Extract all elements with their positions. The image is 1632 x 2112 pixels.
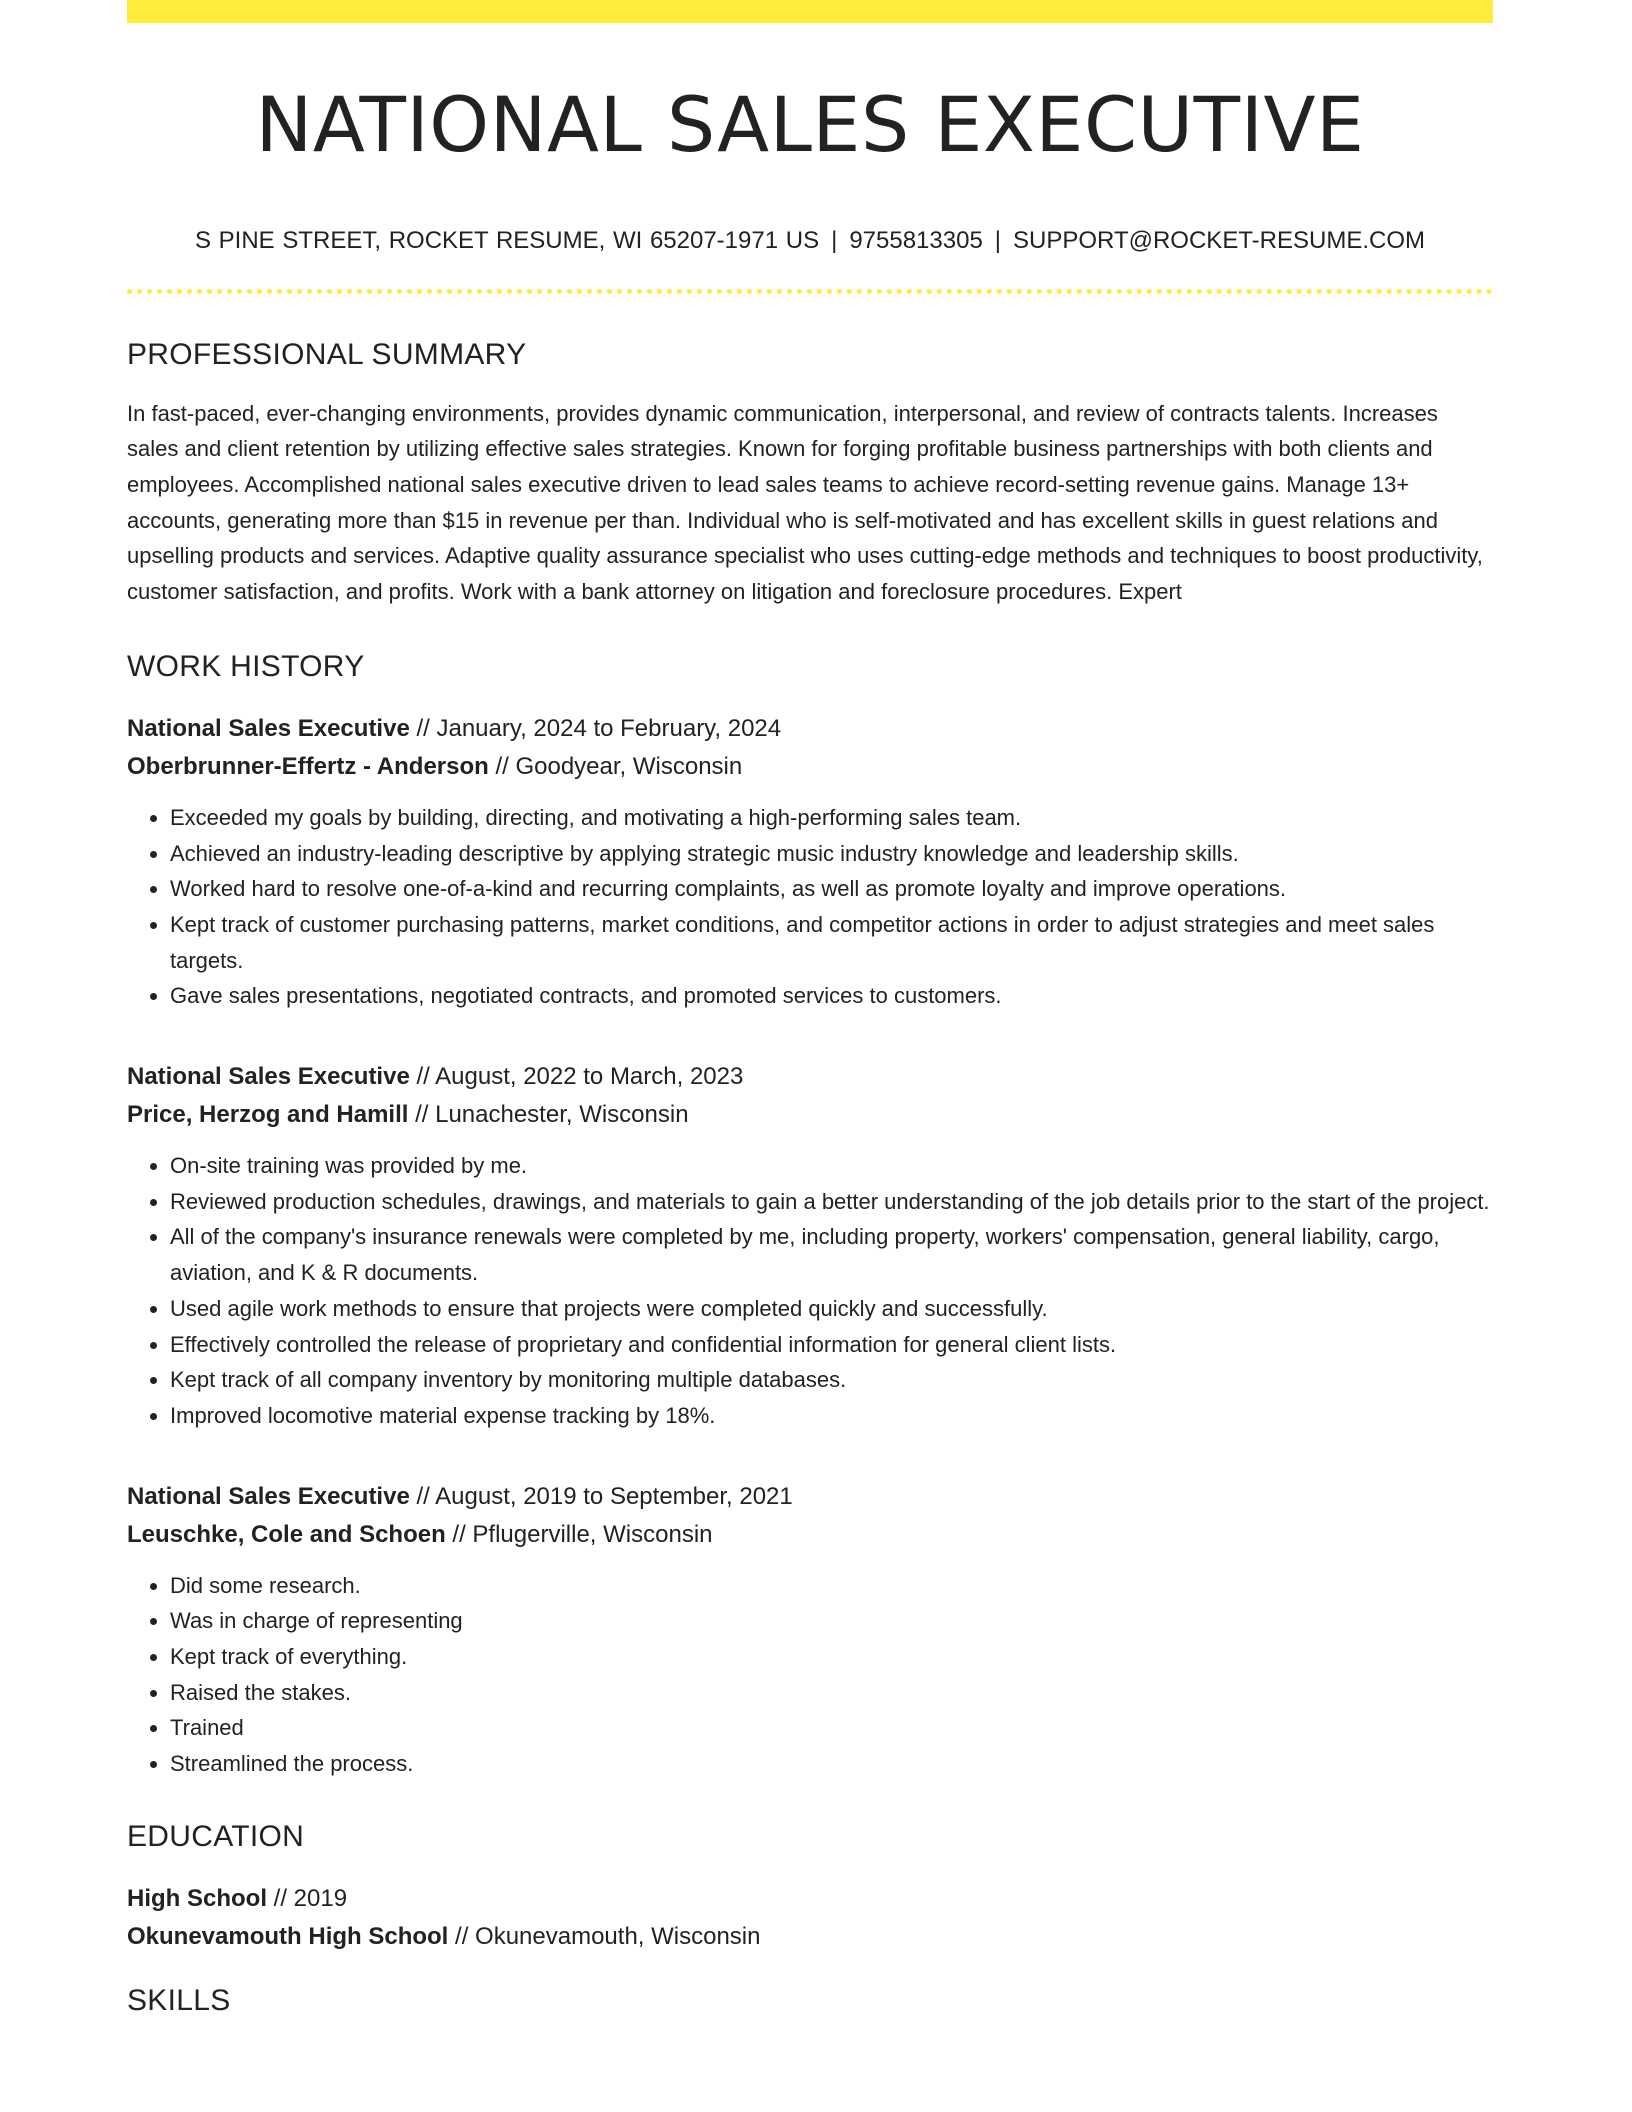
list-item: • Streamlined the process. [170,1746,1493,1782]
education-year: // 2019 [267,1884,348,1912]
job-title-line [127,1478,1493,1516]
education-location: // Okunevamouth, Wisconsin [448,1922,761,1950]
contact-separator: | [831,226,838,254]
job-entry [127,1478,1493,1782]
job-location: // Lunachester, Wisconsin [408,1101,689,1129]
job-bullets [127,1568,1493,1782]
list-item: • Trained [170,1710,1493,1746]
education-school: Okunevamouth High School [127,1922,449,1950]
job-dates: // January, 2024 to February, 2024 [409,714,782,742]
list-item: • Exceeded my goals by building, directing, and motivating a high-performing sales team. [170,800,1493,836]
contact-phone: 9755813305 [849,226,983,254]
summary-text: In fast-paced, ever-changing environments, provides dynamic communication, interpersonal, and review of contracts talents. Increases sales and client retention by utilizing effective sales strategies. Known for forging profitable business partnerships with both clients and employees. Accomplished national sales executive driven to lead sales teams to achieve record-setting revenue gains. Manage 13+ accounts, generating more than $15 in revenue per than. Individual who is self-motivated and has excellent skills in guest relations and upselling products and services. Adaptive quality assurance specialist who uses cutting-edge methods and techniques to boost productivity, customer satisfaction, and profits. Work with a bank attorney on litigation and foreclosure procedures. Expert [127,400,1483,605]
job-company-line [127,748,1493,786]
education-school-line [127,1918,1493,1956]
list-item: • Was in charge of representing [170,1603,1493,1639]
list-item: • Reviewed production schedules, drawings, and materials to gain a better understanding of the job details prior to the start of the project. [170,1184,1493,1220]
summary-heading: PROFESSIONAL SUMMARY [127,337,527,371]
job-company: Leuschke, Cole and Schoen [127,1520,446,1548]
list-item: • On-site training was provided by me. [170,1148,1493,1184]
skills-heading: SKILLS [127,1983,231,2017]
contact-separator: | [994,226,1002,254]
job-title-line [127,710,1493,748]
list-item: • All of the company's insurance renewals were completed by me, including property, workers' compensation, general liability, cargo, aviation, and K & R documents. [170,1219,1493,1290]
work-history-heading: WORK HISTORY [127,649,365,683]
job-role: National Sales Executive [127,1063,410,1091]
job-company-line [127,1096,1493,1134]
education-entry [127,1880,1493,1956]
list-item: • Improved locomotive material expense tracking by 18%. [170,1398,1493,1434]
list-item: • Achieved an industry-leading descriptive by applying strategic music industry knowledge and leadership skills. [170,836,1493,872]
contact-address: S PINE STREET, ROCKET RESUME, WI 65207-1971 US [194,226,820,254]
job-bullets [127,1148,1493,1434]
job-company-line [127,1516,1493,1554]
job-role: National Sales Executive [127,714,410,742]
contact-line [127,227,1493,255]
list-item: • Kept track of everything. [170,1639,1493,1675]
job-entry [127,710,1493,1014]
education-heading: EDUCATION [127,1819,305,1853]
job-location: // Pflugerville, Wisconsin [445,1520,713,1548]
job-location: // Goodyear, Wisconsin [488,752,743,780]
job-dates: // August, 2019 to September, 2021 [409,1482,793,1510]
job-company: Price, Herzog and Hamill [127,1101,409,1129]
education-degree: High School [127,1884,267,1912]
contact-email[interactable]: SUPPORT@ROCKET-RESUME.COM [1013,226,1425,254]
job-dates: // August, 2022 to March, 2023 [409,1063,744,1091]
job-entry [127,1058,1493,1434]
resume-name: NATIONAL SALES EXECUTIVE [255,80,1365,169]
education-degree-line [127,1880,1493,1918]
job-role: National Sales Executive [127,1482,410,1510]
list-item: • Raised the stakes. [170,1675,1493,1711]
top-accent-bar [127,0,1493,23]
list-item: • Used agile work methods to ensure that projects were completed quickly and successfully. [170,1291,1493,1327]
resume-page [127,0,1493,2018]
list-item: • Effectively controlled the release of proprietary and confidential information for general client lists. [170,1327,1493,1363]
list-item: • Kept track of all company inventory by monitoring multiple databases. [170,1362,1493,1398]
dotted-divider [127,289,1493,294]
list-item: • Gave sales presentations, negotiated contracts, and promoted services to customers. [170,978,1493,1014]
list-item: • Kept track of customer purchasing patterns, market conditions, and competitor actions in order to adjust strategies and meet sales targets. [170,907,1493,978]
job-company: Oberbrunner-Effertz - Anderson [127,752,489,780]
list-item: • Did some research. [170,1568,1493,1604]
job-title-line [127,1058,1493,1096]
list-item: • Worked hard to resolve one-of-a-kind and recurring complaints, as well as promote loyalty and improve operations. [170,871,1493,907]
job-bullets [127,800,1493,1014]
